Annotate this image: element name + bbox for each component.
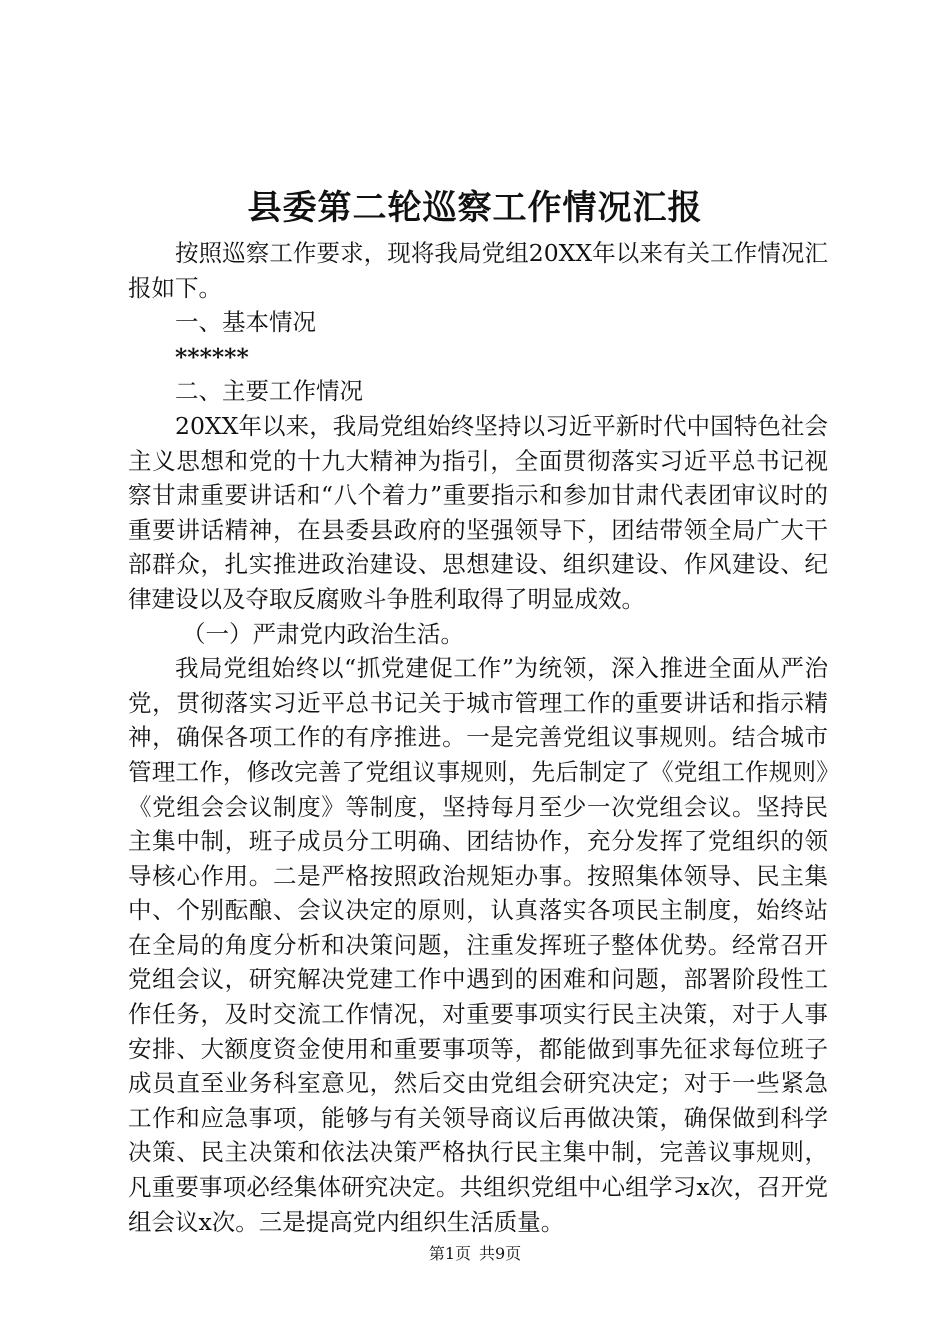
section1-content: ****** xyxy=(175,342,249,371)
intro-paragraph: 按照巡察工作要求，现将我局党组20XX年以来有关工作情况汇报如下。 xyxy=(128,239,828,302)
section1-heading: 一、基本情况 xyxy=(175,308,316,337)
section2-paragraph: 20XX年以来，我局党组始终坚持以习近平新时代中国特色社会主义思想和党的十九大精神为指引，全面贯彻落实习近平总书记视察甘肃重要讲话和“八个着力”重要指示和参加甘肃代表团审议时的重要讲话精神，在县委县政府的坚强领导下，团结带领全局广大干部群众，扎实推进政治建设、思想建设、组织建设、作风建设、纪律建设以及夺取反腐败斗争胜利取得了明显成效。 xyxy=(128,411,828,613)
document-body xyxy=(128,236,828,1239)
section2-heading: 二、主要工作情况 xyxy=(175,377,363,406)
page-number: 第1页 xyxy=(428,1244,471,1263)
document-title: 县委第二轮巡察工作情况汇报 xyxy=(247,188,703,228)
page-total: 共9页 xyxy=(479,1244,522,1263)
page-footer xyxy=(0,1242,950,1266)
subsection1-heading: （一）严肃党内政治生活。 xyxy=(182,619,465,648)
subsection1-paragraph: 我局党组始终以“抓党建促工作”为统领，深入推进全面从严治党，贯彻落实习近平总书记关于城市管理工作的重要讲话和指示精神，确保各项工作的有序推进。一是完善党组议事规则。结合城市管理工作，修改完善了党组议事规则，先后制定了《党组工作规则》《党组会会议制度》等制度，坚持每月至少一次党组会议。坚持民主集中制，班子成员分工明确、团结协作，充分发挥了党组织的领导核心作用。二是严格按照政治规矩办事。按照集体领导、民主集中、个别酝酿、会议决定的原则，认真落实各项民主制度，始终站在全局的角度分析和决策问题，注重发挥班子整体优势。经常召开党组会议，研究解决党建工作中遇到的困难和问题，部署阶段性工作任务，及时交流工作情况，对重要事项实行民主决策，对于人事安排、大额度资金使用和重要事项等，都能做到事先征求每位班子成员直至业务科室意见，然后交由党组会研究决定；对于一些紧急工作和应急事项，能够与有关领导商议后再做决策，确保做到科学决策、民主决策和依法决策严格执行民主集中制，完善议事规则，凡重要事项必经集体研究决定。共组织党组中心组学习x次，召开党组会议x次。三是提高党内组织生活质量。 xyxy=(128,654,828,1236)
